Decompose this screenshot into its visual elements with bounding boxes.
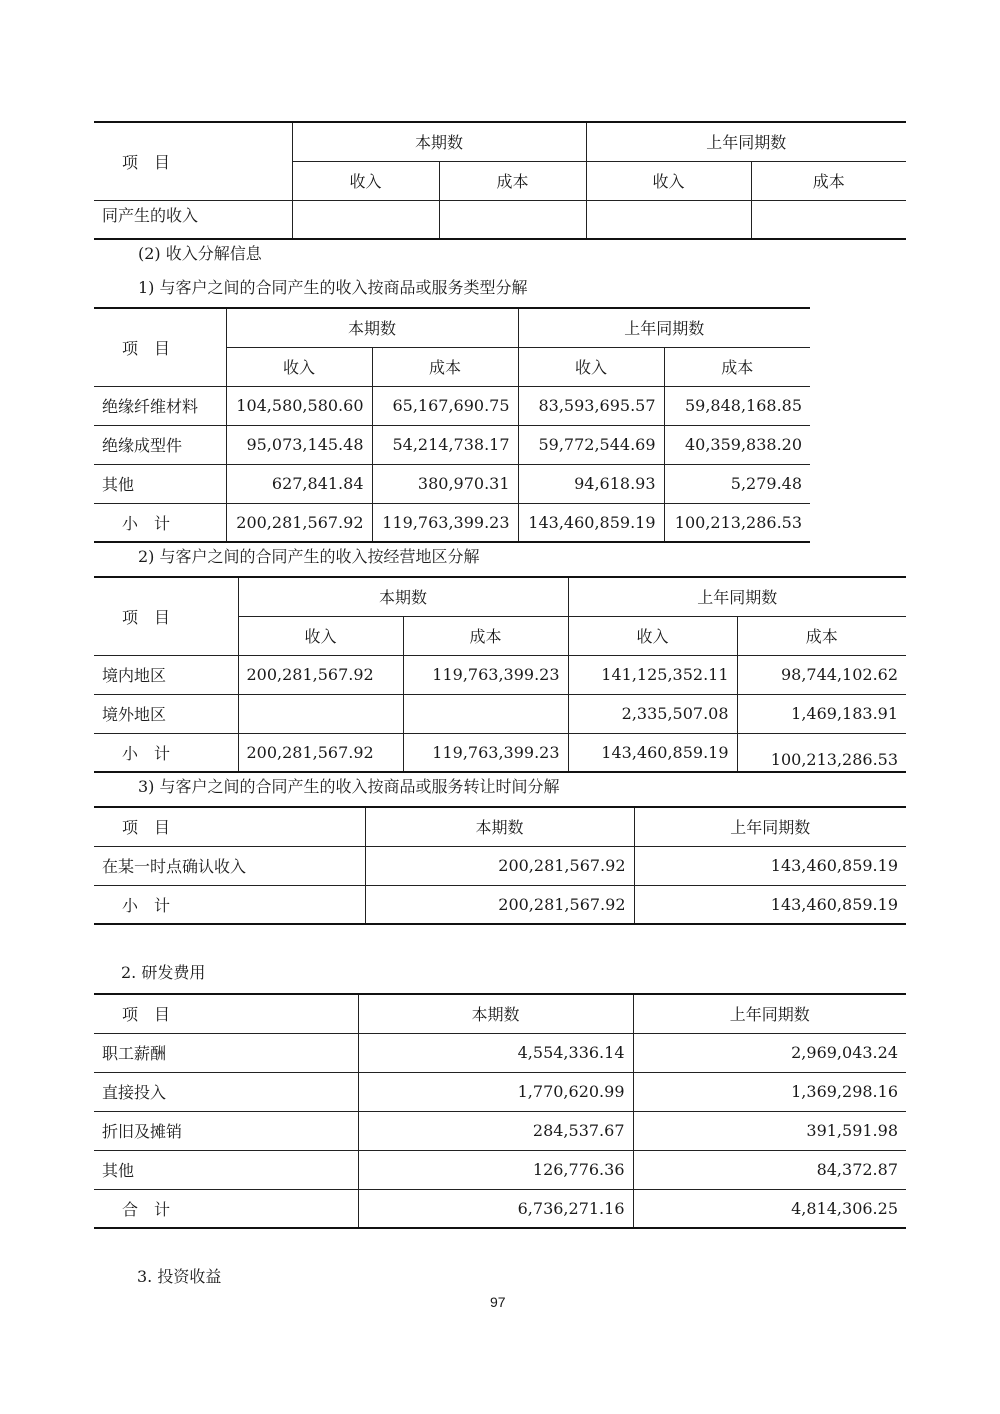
header-cost: 成本 [751,161,906,200]
row-label: 小 计 [94,503,226,542]
header-income: 收入 [586,161,751,200]
prior-value: 2,969,043.24 [633,1033,906,1072]
empty-cell [586,200,751,239]
subsection-title-by-type: 1) 与客户之间的合同产生的收入按商品或服务类型分解 [138,278,528,297]
row-label: 小 计 [94,733,238,772]
prior-income: 94,618.93 [518,464,664,503]
header-cost: 成本 [372,347,518,386]
header-current-period: 本期数 [358,994,633,1033]
prior-value: 1,369,298.16 [633,1072,906,1111]
prior-value: 143,460,859.19 [634,885,906,924]
prior-cost: 59,848,168.85 [664,386,810,425]
table-row [94,1072,906,1111]
current-cost: 65,167,690.75 [372,386,518,425]
subsection-title-by-timing: 3) 与客户之间的合同产生的收入按商品或服务转让时间分解 [138,777,560,796]
row-label: 小 计 [94,885,365,924]
row-label: 折旧及摊销 [94,1111,358,1150]
table-row-subtotal [94,885,906,924]
current-value: 6,736,271.16 [358,1189,633,1228]
prior-cost: 98,744,102.62 [737,655,906,694]
current-income: 95,073,145.48 [226,425,372,464]
row-label: 境内地区 [94,655,238,694]
row-label: 直接投入 [94,1072,358,1111]
prior-value: 84,372.87 [633,1150,906,1189]
header-prior-period: 上年同期数 [633,994,906,1033]
header-prior-period: 上年同期数 [518,308,810,347]
table-contract-revenue-continued [94,121,906,240]
row-label: 其他 [94,464,226,503]
prior-cost: 5,279.48 [664,464,810,503]
prior-value: 143,460,859.19 [634,846,906,885]
row-label: 境外地区 [94,694,238,733]
table-row [94,655,906,694]
current-income: 200,281,567.92 [238,655,403,694]
header-income: 收入 [518,347,664,386]
header-prior-period: 上年同期数 [634,807,906,846]
empty-cell [439,200,586,239]
row-label: 绝缘成型件 [94,425,226,464]
section-heading-rd-expenses: 2. 研发费用 [121,963,206,982]
section-heading-investment-income: 3. 投资收益 [137,1267,222,1286]
header-cost: 成本 [403,616,568,655]
header-income: 收入 [292,161,439,200]
header-item: 项 目 [94,122,292,200]
current-value: 284,537.67 [358,1111,633,1150]
table-row [94,1111,906,1150]
table-revenue-by-type [94,307,810,543]
table-rd-expenses [94,993,906,1229]
section-heading-revenue-breakdown: (2) 收入分解信息 [138,244,262,263]
prior-cost: 40,359,838.20 [664,425,810,464]
table-row [94,386,810,425]
current-income: 104,580,580.60 [226,386,372,425]
prior-income: 143,460,859.19 [518,503,664,542]
current-value: 4,554,336.14 [358,1033,633,1072]
header-item: 项 目 [94,577,238,655]
current-cost: 119,763,399.23 [403,655,568,694]
current-value: 126,776.36 [358,1150,633,1189]
current-cost: 54,214,738.17 [372,425,518,464]
table-revenue-by-timing [94,806,906,925]
table-revenue-by-region [94,576,906,773]
current-income: 627,841.84 [226,464,372,503]
prior-value: 4,814,306.25 [633,1189,906,1228]
current-value: 200,281,567.92 [365,885,634,924]
prior-income: 2,335,507.08 [568,694,737,733]
row-label: 绝缘纤维材料 [94,386,226,425]
prior-income: 141,125,352.11 [568,655,737,694]
row-label: 职工薪酬 [94,1033,358,1072]
prior-cost: 1,469,183.91 [737,694,906,733]
current-value: 200,281,567.92 [365,846,634,885]
header-current-period: 本期数 [226,308,518,347]
header-item: 项 目 [94,308,226,386]
prior-value: 391,591.98 [633,1111,906,1150]
row-label: 在某一时点确认收入 [94,846,365,885]
prior-cost: 100,213,286.53 [664,503,810,542]
prior-income: 83,593,695.57 [518,386,664,425]
subsection-title-by-region: 2) 与客户之间的合同产生的收入按经营地区分解 [138,547,480,566]
table-row-total [94,1189,906,1228]
header-current-period: 本期数 [365,807,634,846]
current-cost: 119,763,399.23 [372,503,518,542]
header-cost: 成本 [439,161,586,200]
table-row-subtotal [94,503,810,542]
table-row [94,694,906,733]
current-cost: 119,763,399.23 [403,733,568,772]
header-current-period: 本期数 [292,122,586,161]
table-row [94,846,906,885]
header-item: 项 目 [94,994,358,1033]
header-current-period: 本期数 [238,577,568,616]
row-label: 同产生的收入 [94,200,292,239]
current-income: 200,281,567.92 [238,733,403,772]
current-cost: 380,970.31 [372,464,518,503]
table-row [94,464,810,503]
header-income: 收入 [568,616,737,655]
header-income: 收入 [226,347,372,386]
table-row [94,1033,906,1072]
empty-cell [751,200,906,239]
header-cost: 成本 [737,616,906,655]
prior-income: 59,772,544.69 [518,425,664,464]
table-row [94,425,810,464]
table-row-subtotal [94,733,906,772]
header-cost: 成本 [664,347,810,386]
header-prior-period: 上年同期数 [586,122,906,161]
page-number: 97 [490,1294,506,1310]
prior-income: 143,460,859.19 [568,733,737,772]
current-income: 200,281,567.92 [226,503,372,542]
empty-cell [292,200,439,239]
row-label: 合 计 [94,1189,358,1228]
header-income: 收入 [238,616,403,655]
prior-cost: 100,213,286.53 [737,733,906,772]
header-item: 项 目 [94,807,365,846]
header-prior-period: 上年同期数 [568,577,906,616]
table-row [94,1150,906,1189]
current-value: 1,770,620.99 [358,1072,633,1111]
current-cost [403,694,568,733]
current-income [238,694,403,733]
row-label: 其他 [94,1150,358,1189]
